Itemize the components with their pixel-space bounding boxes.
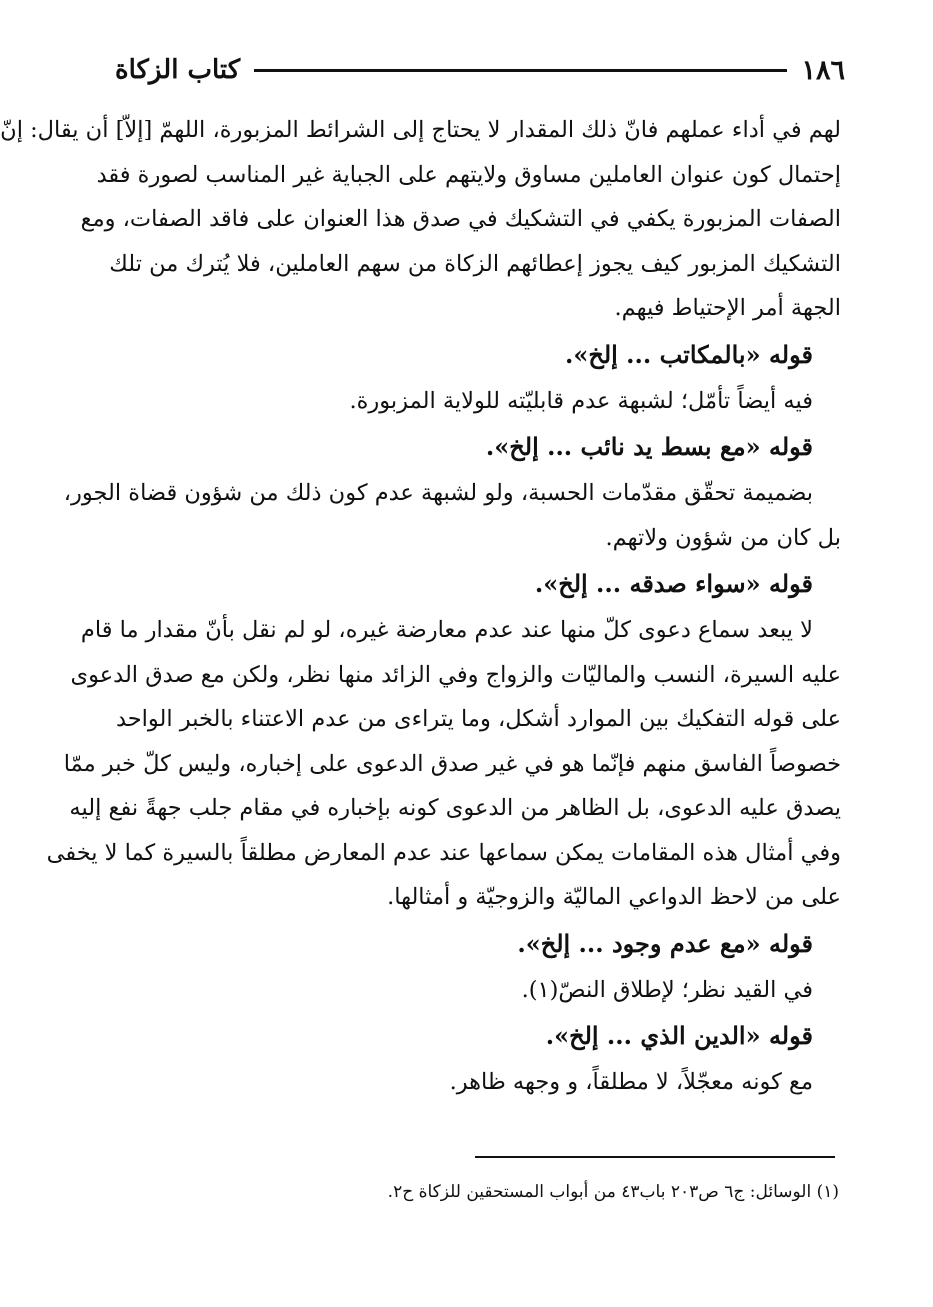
section-heading: قوله «مع بسط يد نائب ... إلخ». [485,432,813,461]
text-line: لهم في أداء عملهم فانّ ذلك المقدار لا يحتاج إلى الشرائط المزبورة، اللهمّ [إلاّ] أن يقال: إنّ [0,117,841,143]
text-line: التشكيك المزبور كيف يجوز إعطائهم الزكاة من سهم العاملين، فلا يُترك من تلك [109,250,841,277]
section-heading: قوله «بالمكاتب ... إلخ». [564,339,813,369]
paragraph [129,379,841,424]
text-line: لا يبعد سماع دعوى كلّ منها عند عدم معارضة غيره، لو لم نقل بأنّ مقدار ما قام [80,617,813,643]
section-heading: قوله «الدين الذي ... إلخ». [545,1021,813,1050]
text-line: الصفات المزبورة يكفي في التشكيك في صدق هذا العنوان على فاقد الصفات، ومع [80,206,841,232]
text-line: إحتمال كون عنوان العاملين مساوق ولايتهم على الجباية غير المناسب لصورة فقد [96,161,841,188]
text-line: على من لاحظ الدواعي الماليّة والزوجيّة و أمثالها. [387,884,841,910]
page-body [0,108,841,1105]
text-line: بضميمة تحقّق مقدّمات الحسبة، ولو لشبهة عدم كون ذلك من شؤون قضاة الجور، [63,480,813,506]
running-header [115,52,845,88]
section-heading: قوله «سواء صدقه ... إلخ». [534,569,813,598]
book-title: كتاب الزكاة [115,55,241,85]
text-line: مع كونه معجّلاً، لا مطلقاً، و وجهه ظاهر. [449,1069,813,1095]
paragraph [46,608,841,920]
text-line: الجهة أمر الإحتياط فيهم. [614,295,841,321]
paragraph [129,968,841,1013]
header-rule [254,69,787,72]
paragraph [63,471,841,560]
text-line: فيه أيضاً تأمّل؛ لشبهة عدم قابليّته للولاية المزبورة. [349,387,813,414]
text-line: بل كان من شؤون ولاتهم. [605,524,841,551]
section-heading: قوله «مع عدم وجود ... إلخ». [517,928,813,958]
text-line: خصوصاً الفاسق منهم فإنّما هو في غير صدق الدعوى على إخباره، وليس كلّ خبر ممّا [63,750,841,777]
paragraph [129,1060,841,1105]
footnote-divider [475,1156,835,1158]
text-line: وفي أمثال هذه المقامات يمكن سماعها عند عدم المعارض مطلقاً بالسيرة كما لا يخفى [46,839,841,866]
text-line: على قوله التفكيك بين الموارد أشكل، وما يتراءى من عدم الاعتناء بالخبر الواحد [115,706,841,732]
text-line: عليه السيرة، النسب والماليّات والزواج وفي الزائد منها نظر، ولكن مع صدق الدعوى [70,661,841,688]
text-line: في القيد نظر؛ لإطلاق النصّ(١). [521,976,813,1003]
page-number: ١٨٦ [801,54,845,86]
paragraph [0,108,841,331]
footnote: (١) الوسائل: ج٦ ص٢٠٣ باب٤٣ من أبواب المستحقين للزكاة ح٢. [387,1182,839,1202]
text-line: يصدق عليه الدعوى، بل الظاهر من الدعوى كونه بإخباره في مقام جلب جهةً نفع إليه [69,795,841,821]
